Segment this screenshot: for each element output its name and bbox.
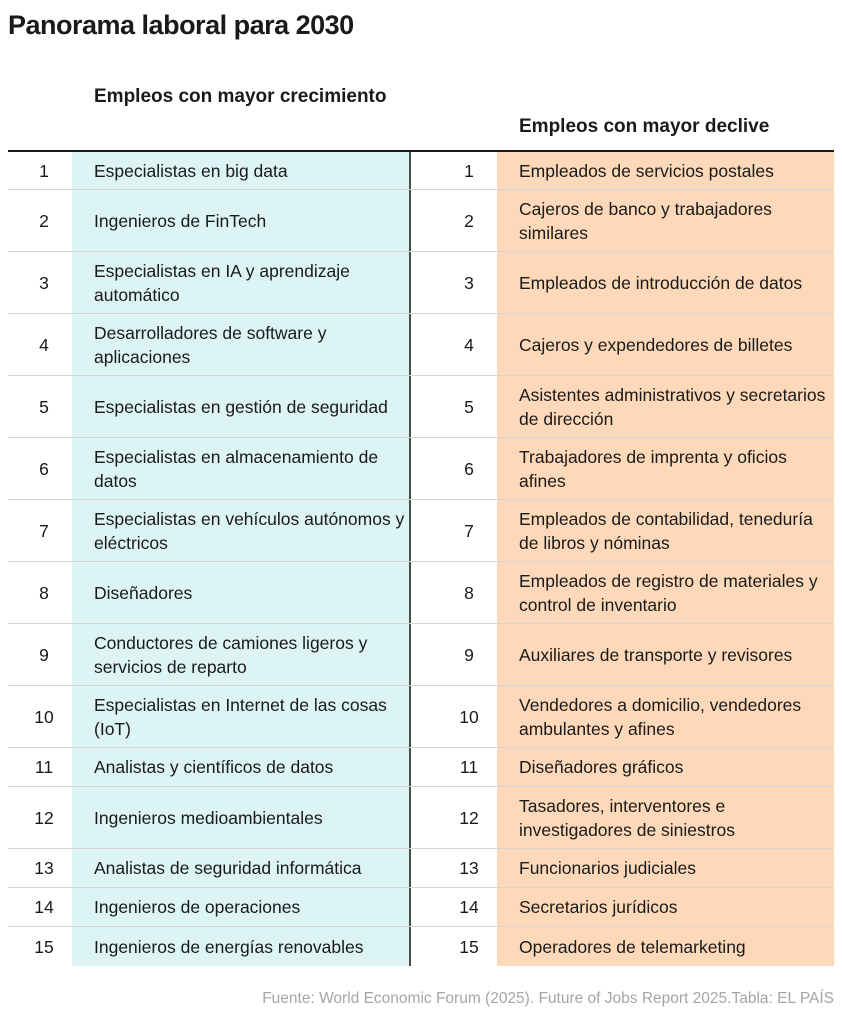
decline-rank: 9 bbox=[464, 644, 474, 665]
growth-rank: 8 bbox=[39, 582, 49, 603]
growth-rank: 6 bbox=[39, 458, 49, 479]
growth-job: Especialistas en almacenamiento de datos bbox=[94, 446, 379, 491]
growth-column-header: Empleos con mayor crecimiento bbox=[94, 86, 387, 107]
decline-rank: 11 bbox=[459, 757, 479, 777]
table-row bbox=[8, 376, 834, 438]
table-row bbox=[8, 252, 834, 314]
decline-job: Secretarios jurídicos bbox=[519, 897, 678, 917]
growth-rank: 13 bbox=[34, 858, 54, 878]
growth-rank: 1 bbox=[39, 160, 49, 181]
decline-rank: 2 bbox=[464, 210, 474, 231]
table-row bbox=[8, 686, 834, 748]
table-row bbox=[8, 927, 834, 966]
decline-rank: 12 bbox=[459, 807, 479, 828]
growth-job: Analistas y científicos de datos bbox=[94, 757, 334, 777]
decline-job: Asistentes administrativos y secretarios de dirección bbox=[519, 384, 826, 429]
decline-job: Cajeros y expendedores de billetes bbox=[519, 334, 793, 355]
growth-job: Analistas de seguridad informática bbox=[94, 858, 362, 878]
growth-rank: 5 bbox=[39, 396, 49, 417]
growth-job: Especialistas en vehículos autónomos y eléctricos bbox=[94, 508, 405, 553]
table-row bbox=[8, 624, 834, 686]
growth-rank: 3 bbox=[39, 272, 49, 293]
decline-rank: 13 bbox=[459, 858, 479, 878]
decline-column-header: Empleos con mayor declive bbox=[519, 116, 770, 137]
table-row bbox=[8, 748, 834, 787]
decline-rank: 7 bbox=[464, 520, 474, 541]
table-row bbox=[8, 438, 834, 500]
growth-rank: 15 bbox=[34, 936, 54, 957]
growth-rank: 11 bbox=[34, 757, 54, 777]
growth-job: Ingenieros medioambientales bbox=[94, 807, 323, 828]
table-row bbox=[8, 888, 834, 927]
growth-job: Desarrolladores de software y aplicaciones bbox=[94, 322, 327, 367]
decline-rank: 5 bbox=[464, 396, 474, 417]
decline-rank: 3 bbox=[464, 272, 474, 293]
decline-job: Funcionarios judiciales bbox=[519, 858, 697, 878]
source-note: Fuente: World Economic Forum (2025). Future of Jobs Report 2025.Tabla: EL PAÍS bbox=[262, 990, 834, 1007]
table-row bbox=[8, 152, 834, 190]
growth-job: Especialistas en big data bbox=[94, 160, 288, 181]
decline-job: Auxiliares de transporte y revisores bbox=[519, 644, 793, 665]
growth-job: Ingenieros de FinTech bbox=[94, 210, 267, 231]
decline-job: Empleados de servicios postales bbox=[519, 160, 774, 181]
growth-job: Diseñadores bbox=[94, 582, 193, 603]
growth-rank: 4 bbox=[39, 334, 49, 355]
decline-rank: 6 bbox=[464, 458, 474, 479]
growth-rank: 9 bbox=[39, 644, 49, 665]
decline-job: Empleados de introducción de datos bbox=[519, 272, 803, 293]
decline-job: Tasadores, interventores e investigadores de siniestros bbox=[519, 795, 735, 840]
table-row bbox=[8, 500, 834, 562]
decline-job: Trabajadores de imprenta y oficios afines bbox=[519, 446, 787, 491]
decline-rank: 15 bbox=[459, 936, 479, 957]
table-row bbox=[8, 190, 834, 252]
growth-job: Ingenieros de operaciones bbox=[94, 897, 301, 917]
table-row bbox=[8, 787, 834, 849]
growth-rank: 2 bbox=[39, 210, 49, 231]
table-row bbox=[8, 849, 834, 888]
jobs-table bbox=[8, 152, 834, 966]
growth-rank: 14 bbox=[34, 897, 54, 917]
growth-job: Ingenieros de energías renovables bbox=[94, 936, 364, 957]
decline-job: Vendedores a domicilio, vendedores ambulantes y afines bbox=[519, 694, 802, 739]
growth-rank: 12 bbox=[34, 807, 54, 828]
growth-rank: 10 bbox=[34, 706, 54, 727]
page-title: Panorama laboral para 2030 bbox=[8, 10, 354, 40]
growth-job: Especialistas en IA y aprendizaje automático bbox=[94, 260, 350, 305]
decline-job: Diseñadores gráficos bbox=[519, 757, 684, 777]
table-row bbox=[8, 562, 834, 624]
growth-job: Especialistas en Internet de las cosas (IoT) bbox=[94, 694, 387, 739]
decline-job: Empleados de contabilidad, teneduría de libros y nóminas bbox=[519, 508, 813, 553]
decline-job: Empleados de registro de materiales y control de inventario bbox=[519, 570, 818, 615]
decline-rank: 1 bbox=[464, 160, 474, 181]
growth-job: Especialistas en gestión de seguridad bbox=[94, 396, 388, 417]
decline-rank: 8 bbox=[464, 582, 474, 603]
decline-rank: 14 bbox=[459, 897, 479, 917]
growth-job: Conductores de camiones ligeros y servicios de reparto bbox=[94, 632, 368, 677]
decline-rank: 4 bbox=[464, 334, 474, 355]
decline-job: Operadores de telemarketing bbox=[519, 936, 746, 957]
table-row bbox=[8, 314, 834, 376]
decline-rank: 10 bbox=[459, 706, 479, 727]
decline-job: Cajeros de banco y trabajadores similares bbox=[519, 198, 772, 243]
growth-rank: 7 bbox=[39, 520, 49, 541]
